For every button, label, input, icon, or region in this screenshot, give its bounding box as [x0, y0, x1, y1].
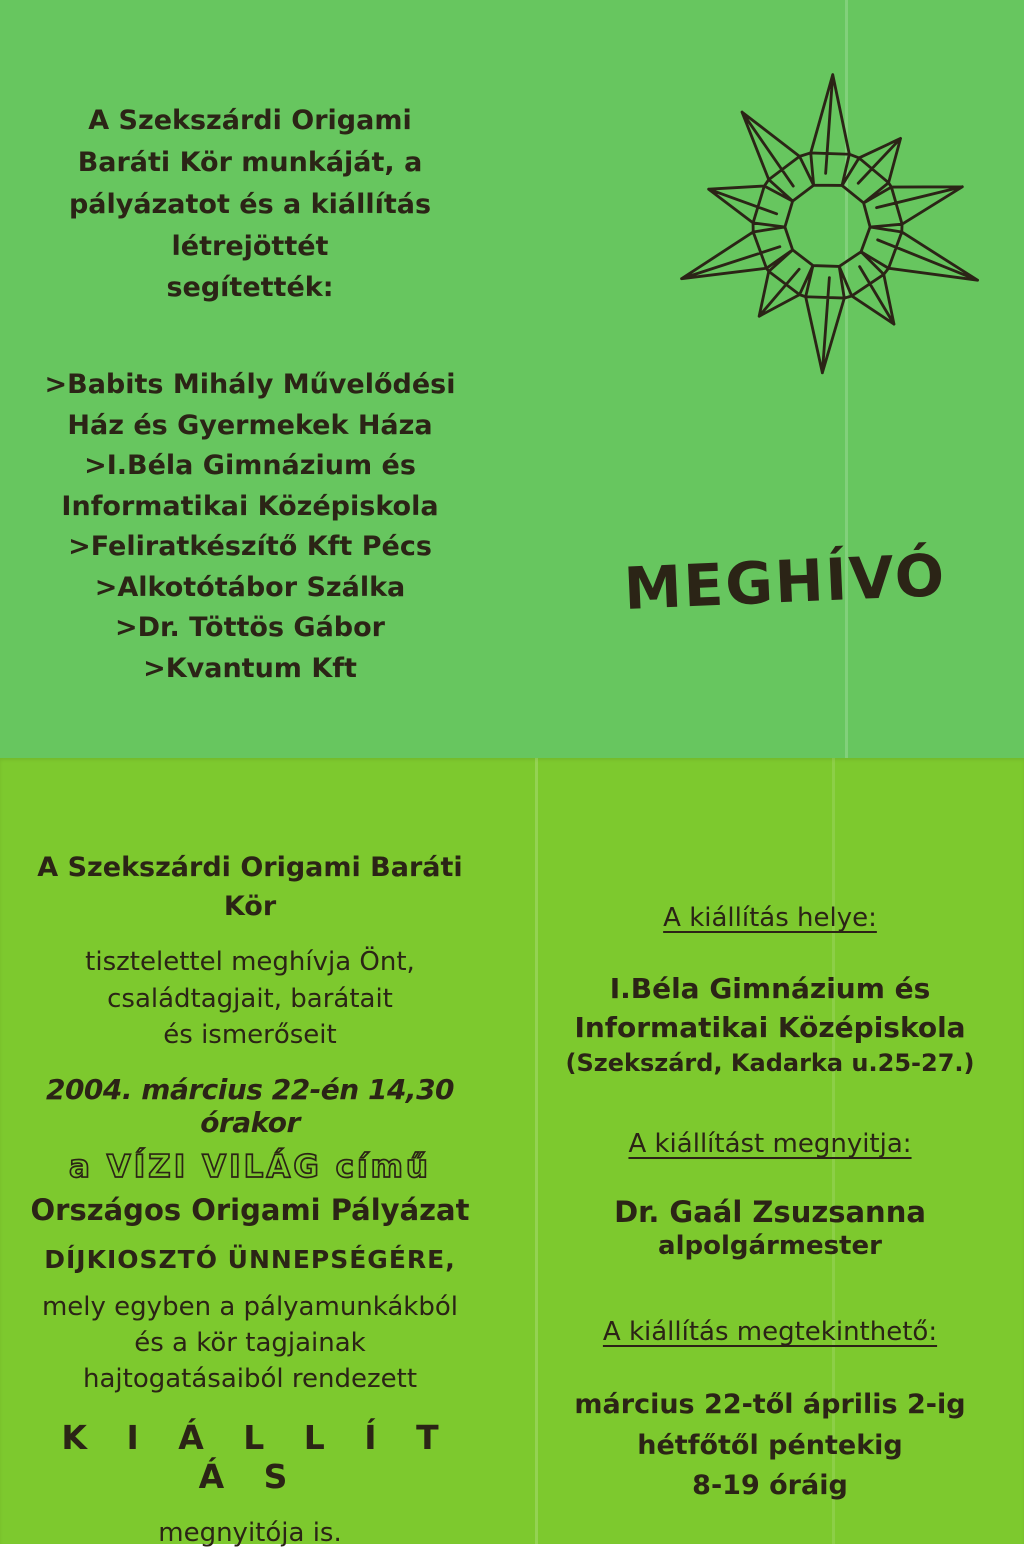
supporters-list [15, 365, 485, 689]
opening-hours [540, 1385, 1000, 1507]
host-line: Kör [223, 891, 277, 923]
venue-name [540, 969, 1000, 1047]
greeting-line: és ismerőseit [163, 1020, 337, 1051]
hours-line: március 22-től április 2-ig [574, 1389, 966, 1421]
supporter-item: >Dr. Töttös Gábor [115, 612, 385, 643]
paper-crease-vertical [535, 758, 538, 1544]
contest-title-outline: a VÍZI VILÁG című [69, 1149, 431, 1186]
flyer-front-panel [0, 0, 1024, 758]
supporter-item: Informatikai Középiskola [61, 490, 439, 522]
hours-line: 8-19 óráig [692, 1470, 848, 1502]
exhibition-word: K I Á L L Í T Á S [61, 1418, 453, 1497]
front-intro-paragraph [40, 100, 460, 309]
origami-star-illustration [645, 48, 1010, 403]
invitation-body [25, 1290, 475, 1398]
origami-star-icon [645, 48, 1010, 403]
supporter-item: >I.Béla Gimnázium és [84, 450, 416, 481]
greeting-paragraph [25, 944, 475, 1053]
venue-line: Informatikai Középiskola [574, 1011, 966, 1045]
venue-address: (Szekszárd, Kadarka u.25-27.) [565, 1049, 975, 1078]
host-name [25, 848, 475, 926]
award-ceremony-label: DÍJKIOSZTÓ ÜNNEPSÉGÉRE, [44, 1245, 456, 1275]
host-line: A Szekszárdi Origami Baráti [37, 852, 463, 883]
body-line: hajtogatásaiból rendezett [82, 1364, 418, 1395]
flyer-inside-panel [0, 758, 1024, 1548]
contest-name: Országos Origami Pályázat [30, 1193, 470, 1228]
closing-line: megnyitója is. [158, 1518, 342, 1548]
greeting-line: családtagjait, barátait [107, 983, 393, 1014]
details-column [540, 903, 1000, 1507]
supporter-item: >Babits Mihály Művelődési [44, 369, 456, 400]
venue-heading: A kiállítás helye: [663, 903, 877, 933]
intro-line: létrejöttét [171, 230, 329, 262]
invitation-column [25, 848, 475, 1548]
opener-name: Dr. Gaál Zsuzsanna [614, 1195, 926, 1230]
supporter-item: >Alkotótábor Szálka [94, 571, 406, 603]
intro-line: segítették: [166, 272, 334, 304]
venue-line: I.Béla Gimnázium és [609, 972, 931, 1005]
opener-heading: A kiállítást megnyitja: [628, 1129, 912, 1160]
supporter-item: Ház és Gyermekek Háza [67, 409, 433, 441]
body-line: mely egyben a pályamunkákból [41, 1292, 458, 1323]
page-title: MEGHÍVÓ [622, 541, 948, 623]
opener-role: alpolgármester [658, 1231, 882, 1262]
intro-line: A Szekszárdi Origami [88, 105, 412, 136]
hours-line: hétfőtől péntekig [637, 1429, 903, 1461]
supporter-item: >Kvantum Kft [143, 652, 357, 684]
intro-line: pályázatot és a kiállítás [68, 188, 432, 220]
intro-line: Baráti Kör munkáját, a [77, 146, 423, 178]
supporter-item: >Feliratkészítő Kft Pécs [68, 531, 432, 562]
hours-heading: A kiállítás megtekinthető: [602, 1317, 938, 1348]
body-line: és a kör tagjainak [134, 1328, 366, 1359]
greeting-line: tisztelettel meghívja Önt, [85, 947, 415, 978]
event-datetime: 2004. március 22-én 14,30 órakor [45, 1073, 455, 1140]
